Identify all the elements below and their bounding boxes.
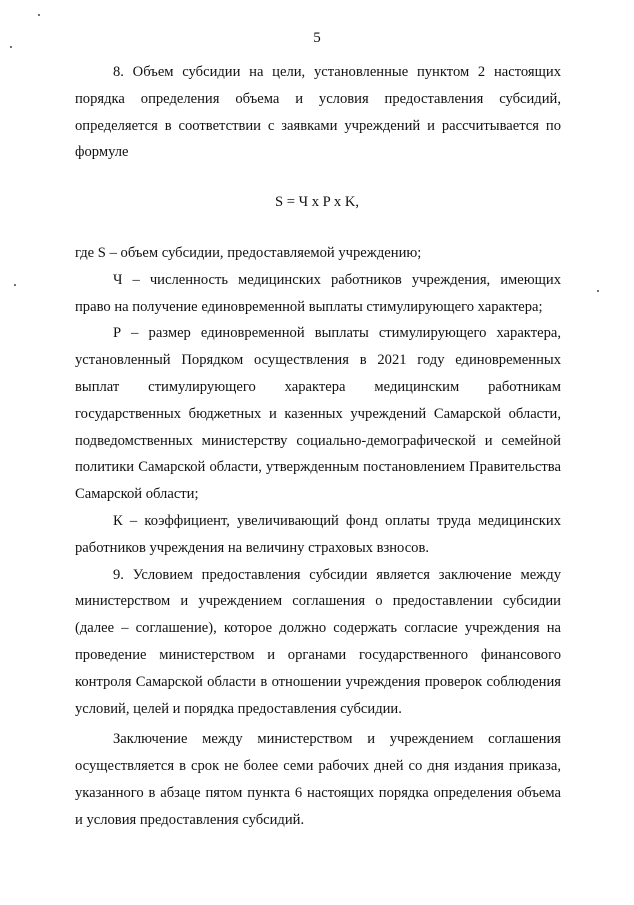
formula: S = Ч x P x K, bbox=[274, 194, 360, 210]
paragraph-agreement: Заключение между министерством и учреждением соглашения осуществляется в срок не более семи рабочих дней со дня издания приказа, указанного в абзаце пятом пункта 6 настоящих порядка определения объема и условия предоставления субсидий. bbox=[75, 731, 561, 828]
paragraph-8: 8. Объем субсидии на цели, установленные пунктом 2 настоящих порядка определения объема и условия предоставления субсидий, определяется в соответствии с заявками учреждений и рассчитывается по формуле bbox=[75, 64, 561, 161]
paragraph-8-block bbox=[75, 59, 561, 166]
definition-p: Р – размер единовременной выплаты стимулирующего характера, установленный Порядком осуществления в 2021 году единовременных выплат стимулирующего характера медицинским работникам государственных бюджетных и казенных учреждений Самарской области, подведомственных министерству социально-демографической и семейной политики Самарской области, утвержденным постановлением Правительства Самарской области; bbox=[75, 325, 561, 503]
scan-speck bbox=[38, 14, 40, 16]
definition-ch: Ч – численность медицинских работников учреждения, имеющих право на получение единовременной выплаты стимулирующего характера; bbox=[75, 271, 561, 315]
page-number: 5 bbox=[313, 30, 321, 46]
definition-s: где S – объем субсидии, предоставляемой учреждению; bbox=[75, 245, 422, 261]
paragraph-9: 9. Условием предоставления субсидии является заключение между министерством и учреждением соглашения о предоставлении субсидии (далее – соглашение), которое должно содержать согласие учреждения на проведение министерством и органами государственного финансового контроля Самарской области в отношении учреждения проверок соблюдения условий, целей и порядка предоставления субсидии. bbox=[75, 566, 561, 717]
scan-speck bbox=[14, 284, 16, 286]
scan-speck bbox=[597, 290, 599, 292]
definition-k: К – коэффициент, увеличивающий фонд оплаты труда медицинских работников учреждения на величину страховых взносов. bbox=[75, 512, 561, 556]
definitions-block bbox=[75, 240, 561, 834]
